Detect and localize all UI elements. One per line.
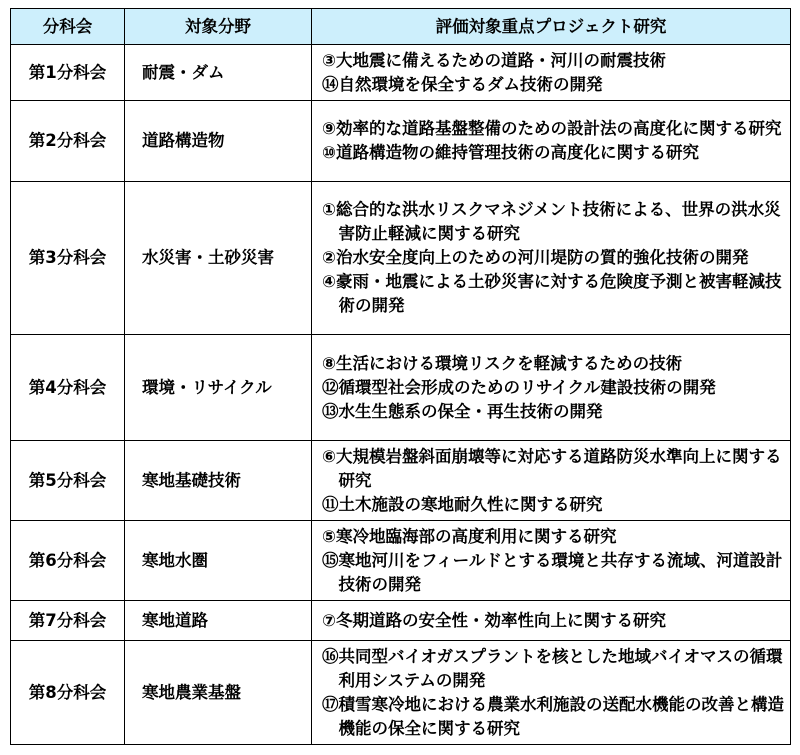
committee-cell: 第3分科会 (11, 182, 125, 335)
project-item: ⑪土木施設の寒地耐久性に関する研究 (322, 494, 603, 514)
project-item: ⑭自然環境を保全するダム技術の開発 (322, 74, 603, 94)
header-projects: 評価対象重点プロジェクト研究 (312, 9, 791, 45)
table-row (11, 601, 791, 641)
table-row (11, 182, 791, 335)
project-item: ⑫循環型社会形成のためのリサイクル建設技術の開発 (322, 377, 716, 397)
table-row (11, 441, 791, 521)
projects-cell (312, 521, 791, 601)
project-item: ⑤寒冷地臨海部の高度利用に関する研究 (322, 526, 617, 546)
project-item: ①総合的な洪水リスクマネジメント技術による、世界の洪水災害防止軽減に関する研究 (322, 200, 781, 243)
committee-cell: 第4分科会 (11, 335, 125, 441)
header-committee: 分科会 (11, 9, 125, 45)
field-cell: 環境・リサイクル (125, 335, 312, 441)
committee-cell: 第5分科会 (11, 441, 125, 521)
project-item: ⑥大規模岩盤斜面崩壊等に対応する道路防災水準向上に関する研究 (322, 446, 782, 490)
project-item: ⑰積雪寒冷地における農業水利施設の送配水機能の改善と構造機能の保全に関する研究 (322, 694, 784, 738)
projects-cell (312, 441, 791, 521)
field-cell: 寒地水圏 (125, 521, 312, 601)
project-item: ②治水安全度向上のための河川堤防の質的強化技術の開発 (322, 248, 749, 267)
project-item: ④豪雨・地震による土砂災害に対する危険度予測と被害軽減技術の開発 (322, 272, 782, 315)
project-item: ⑨効率的な道路基盤整備のための設計法の高度化に関する研究 (322, 119, 782, 138)
table-row (11, 335, 791, 441)
project-item: ⑯共同型バイオガスプラントを核とした地域バイオマスの循環利用システムの開発 (322, 646, 783, 690)
field-cell: 水災害・土砂災害 (125, 182, 312, 335)
field-cell: 寒地基礎技術 (125, 441, 312, 521)
project-item: ⑮寒地河川をフィールドとする環境と共存する流域、河道設計技術の開発 (322, 550, 783, 594)
projects-cell (312, 101, 791, 182)
committee-cell: 第2分科会 (11, 101, 125, 182)
projects-cell (312, 45, 791, 101)
field-cell: 道路構造物 (125, 101, 312, 182)
projects-cell (312, 641, 791, 745)
table-row (11, 45, 791, 101)
project-evaluation-table (10, 8, 791, 745)
projects-cell (312, 601, 791, 641)
table-header-row (11, 9, 791, 45)
table-row (11, 641, 791, 745)
projects-cell (312, 335, 791, 441)
table-row (11, 101, 791, 182)
project-item: ⑩道路構造物の維持管理技術の高度化に関する研究 (322, 143, 699, 162)
table-row (11, 521, 791, 601)
field-cell: 耐震・ダム (125, 45, 312, 101)
header-field: 対象分野 (125, 9, 312, 45)
committee-cell: 第6分科会 (11, 521, 125, 601)
projects-cell (312, 182, 791, 335)
project-item: ⑬水生生態系の保全・再生技術の開発 (322, 401, 603, 421)
committee-cell: 第7分科会 (11, 601, 125, 641)
committee-cell: 第8分科会 (11, 641, 125, 745)
project-item: ③大地震に備えるための道路・河川の耐震技術 (322, 50, 666, 70)
committee-cell: 第1分科会 (11, 45, 125, 101)
project-item: ⑧生活における環境リスクを軽減するための技術 (322, 353, 683, 373)
project-item: ⑦冬期道路の安全性・効率性向上に関する研究 (322, 610, 666, 630)
field-cell: 寒地道路 (125, 601, 312, 641)
field-cell: 寒地農業基盤 (125, 641, 312, 745)
